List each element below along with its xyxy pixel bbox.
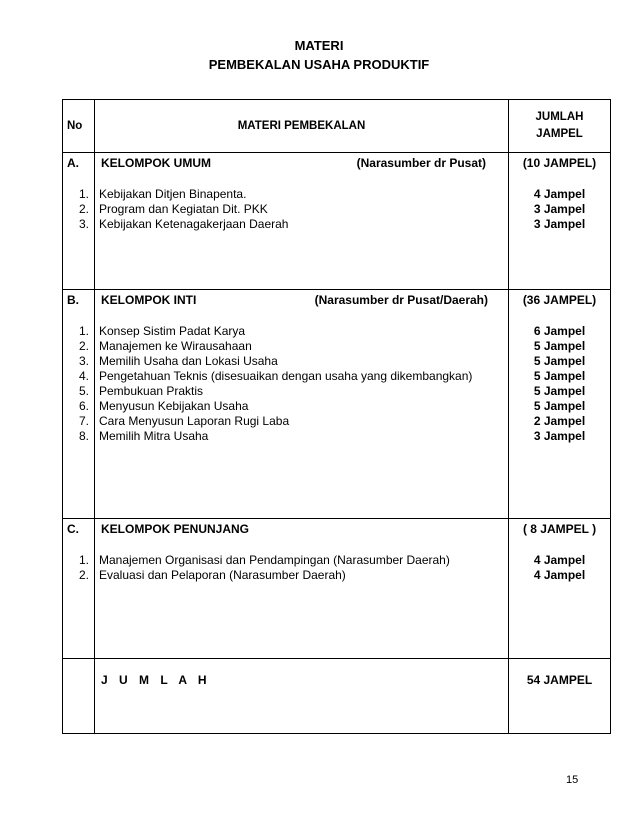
section-c-jampel: [509, 519, 611, 659]
section-a-numbers: [63, 153, 95, 290]
item-label: Manajemen ke Wirausahaan: [99, 339, 252, 353]
item-number: 1.: [78, 324, 89, 338]
header-no: No: [63, 100, 95, 153]
section-heading: [95, 293, 508, 308]
item-jampel: 3 Jampel: [533, 429, 586, 443]
item-jampel: 4 Jampel: [533, 568, 586, 582]
section-name: KELOMPOK INTI: [101, 293, 197, 307]
item-number: 2.: [78, 568, 89, 582]
item-label: Kebijakan Ketenagakerjaan Daerah: [99, 217, 289, 231]
item-jampel: 5 Jampel: [533, 369, 586, 383]
item-number: 2.: [78, 339, 89, 353]
item-jampel: 5 Jampel: [533, 399, 586, 413]
item-label: Kebijakan Ditjen Binapenta.: [99, 187, 247, 201]
item-label: Evaluasi dan Pelaporan (Narasumber Daerah): [99, 568, 346, 582]
total-value: 54 JAMPEL: [509, 659, 611, 734]
document-subtitle: PEMBEKALAN USAHA PRODUKTIF: [208, 57, 430, 72]
header-jumlah-line1: JUMLAH: [535, 111, 584, 123]
item-jampel: 4 Jampel: [533, 553, 586, 567]
item-label: Cara Menyusun Laporan Rugi Laba: [99, 414, 290, 428]
item-jampel: 2 Jampel: [533, 414, 586, 428]
item-label: Memilih Usaha dan Lokasi Usaha: [99, 354, 278, 368]
section-source: (Narasumber dr Pusat/Daerah): [314, 293, 488, 307]
section-source: (Narasumber dr Pusat): [356, 156, 486, 170]
section-b-materi: [95, 290, 509, 519]
item-number: 5.: [78, 384, 89, 398]
item-number: 3.: [78, 217, 89, 231]
item-number: 2.: [78, 202, 89, 216]
header-jumlah: [509, 100, 611, 153]
section-subtotal: (10 JAMPEL): [522, 156, 597, 170]
item-number: 7.: [78, 414, 89, 428]
item-jampel: 5 Jampel: [533, 354, 586, 368]
total-label: J U M L A H: [95, 659, 509, 734]
section-a-jampel: [509, 153, 611, 290]
item-number: 6.: [78, 399, 89, 413]
total-empty-cell: [63, 659, 95, 734]
item-number: 1.: [78, 553, 89, 567]
header-materi: MATERI PEMBEKALAN: [95, 100, 509, 153]
section-c-numbers: [63, 519, 95, 659]
table-header-row: [63, 100, 611, 153]
item-number: 4.: [78, 369, 89, 383]
section-code: A.: [67, 156, 79, 170]
section-row-a: [63, 153, 611, 290]
section-code: B.: [67, 293, 79, 307]
item-label: Program dan Kegiatan Dit. PKK: [99, 202, 268, 216]
item-label: Pengetahuan Teknis (disesuaikan dengan usaha yang dikembangkan): [99, 369, 473, 383]
section-heading: [95, 156, 508, 171]
document-title: MATERI: [294, 38, 344, 53]
item-number: 3.: [78, 354, 89, 368]
header-jumlah-line2: JAMPEL: [536, 128, 583, 140]
section-code: C.: [67, 522, 79, 536]
section-name: KELOMPOK UMUM: [101, 156, 211, 170]
section-c-materi: [95, 519, 509, 659]
item-jampel: 3 Jampel: [533, 202, 586, 216]
section-b-jampel: [509, 290, 611, 519]
section-b-numbers: [63, 290, 95, 519]
item-jampel: 6 Jampel: [533, 324, 586, 338]
section-name: KELOMPOK PENUNJANG: [101, 522, 250, 536]
item-number: 1.: [78, 187, 89, 201]
item-label: Memilih Mitra Usaha: [99, 429, 209, 443]
item-label: Manajemen Organisasi dan Pendampingan (Narasumber Daerah): [99, 553, 450, 567]
item-label: Konsep Sistim Padat Karya: [99, 324, 246, 338]
section-subtotal: (36 JAMPEL): [522, 293, 597, 307]
total-row: [63, 659, 611, 734]
item-jampel: 5 Jampel: [533, 339, 586, 353]
page-number: 15: [566, 774, 579, 786]
section-row-c: [63, 519, 611, 659]
item-label: Menyusun Kebijakan Usaha: [99, 399, 249, 413]
materi-table: [62, 99, 611, 734]
item-label: Pembukuan Praktis: [99, 384, 204, 398]
section-subtotal: ( 8 JAMPEL ): [522, 522, 597, 536]
section-a-materi: [95, 153, 509, 290]
item-jampel: 3 Jampel: [533, 217, 586, 231]
section-row-b: [63, 290, 611, 519]
item-number: 8.: [78, 429, 89, 443]
item-jampel: 4 Jampel: [533, 187, 586, 201]
item-jampel: 5 Jampel: [533, 384, 586, 398]
